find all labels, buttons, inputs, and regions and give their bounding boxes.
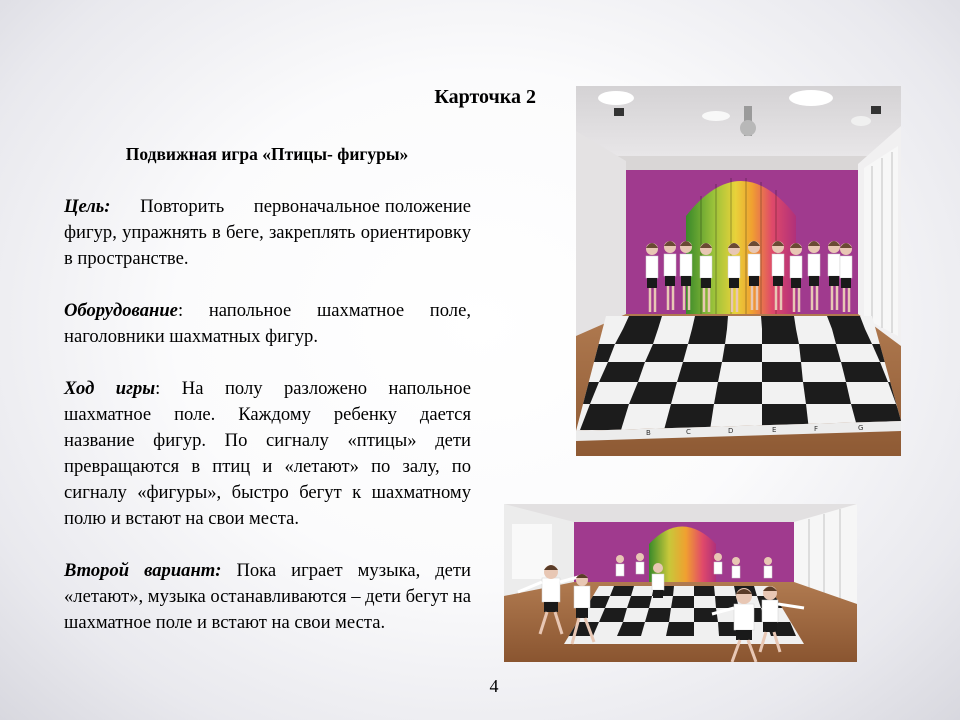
- board-letter: F: [814, 425, 819, 433]
- board-letter: E: [772, 426, 777, 434]
- photo-children-running: [504, 504, 857, 662]
- section-variant: [64, 558, 471, 636]
- section-text: Повторить первоначальное положение фигур, упражнять в беге, закреплять ориентировку в пространстве.: [64, 196, 476, 269]
- section-term-separator: :: [177, 300, 184, 321]
- board-letter: C: [686, 428, 691, 436]
- section-term-separator: :: [104, 196, 111, 217]
- section-term: Второй вариант:: [64, 560, 222, 581]
- section-text: Пока играет музыка, дети «летают», музыка останавливаются – дети бегут на шахматное поле и встают на свои места.: [64, 560, 472, 633]
- board-letter: G: [858, 424, 864, 432]
- section-equipment: [64, 298, 471, 350]
- section-text: На полу разложено напольное шахматное поле. Каждому ребенку дается название фигур. По сигналу «птицы» дети превращаются в птиц и «летают» по залу, по сигналу «фигуры», быстро бегут к шахматному полю и встают на свои места.: [64, 378, 471, 529]
- page-number: 4: [489, 676, 499, 696]
- section-term: Оборудование: [64, 300, 178, 321]
- board-letter: B: [646, 429, 651, 437]
- section-text: напольное шахматное поле, наголовники шахматных фигур.: [64, 300, 471, 347]
- section-term: Цель: [64, 196, 105, 217]
- section-procedure: [64, 376, 471, 532]
- text-body: [64, 194, 476, 662]
- section-term-separator: :: [155, 378, 161, 399]
- game-title: Подвижная игра «Птицы- фигуры»: [125, 144, 409, 164]
- section-goal: [64, 194, 476, 272]
- photo-children-on-chessboard: [576, 86, 901, 456]
- card-title: Карточка 2: [434, 86, 536, 108]
- section-term: Ход игры: [64, 378, 156, 399]
- board-letter: D: [728, 427, 734, 435]
